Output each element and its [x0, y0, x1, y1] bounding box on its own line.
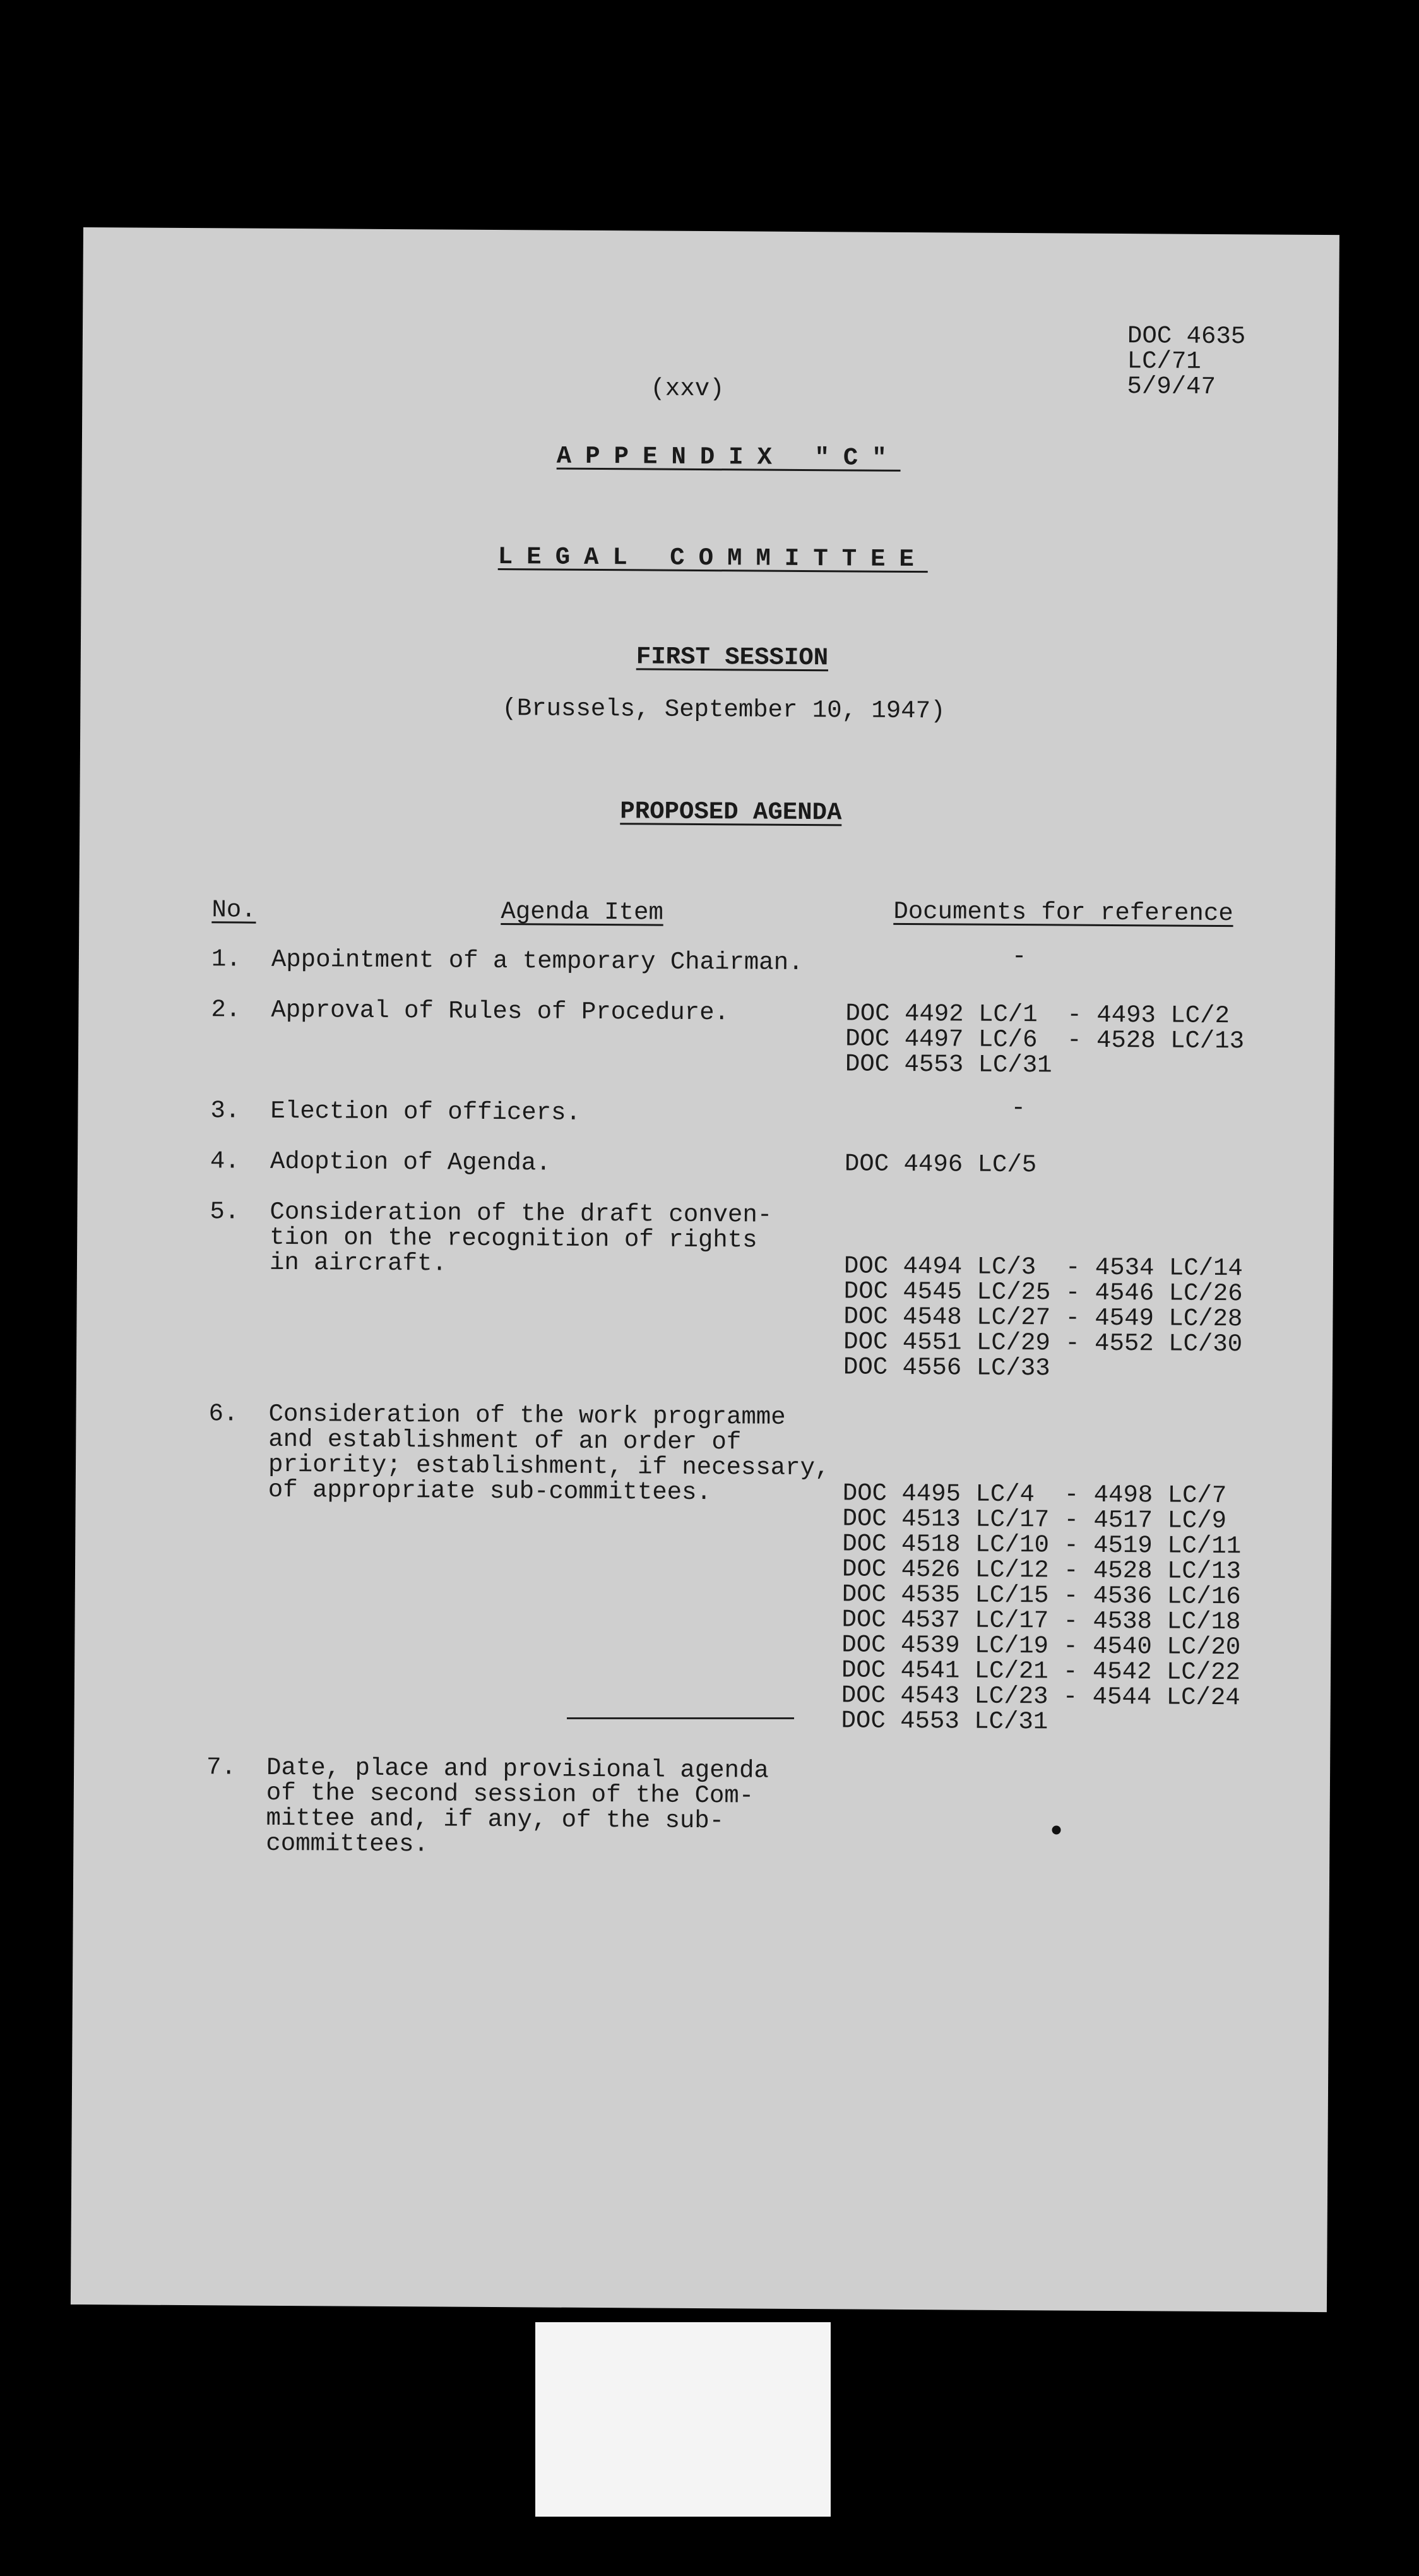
closing-rule	[567, 1717, 794, 1719]
item-doc-ref: DOC 4513 LC/17 - 4517 LC/9	[842, 1505, 1227, 1535]
item-text: Election of officers.	[270, 1097, 581, 1127]
item-doc-ref: DOC 4553 LC/31	[841, 1707, 1048, 1736]
page-number: (xxv)	[650, 374, 725, 403]
item-text: Appointment of a temporary Chairman.	[271, 945, 804, 977]
item-number: 5.	[210, 1198, 240, 1226]
item-number: 3.	[210, 1097, 240, 1125]
item-text: Adoption of Agenda.	[270, 1147, 551, 1178]
item-doc-ref: DOC 4537 LC/17 - 4538 LC/18	[841, 1606, 1241, 1637]
item-text: priority; establishment, if necessary,	[268, 1450, 830, 1482]
item-number: 1.	[211, 945, 241, 974]
appendix-title: APPENDIX "C"	[556, 442, 901, 472]
item-doc-ref: DOC 4548 LC/27 - 4549 LC/28	[843, 1303, 1243, 1333]
item-doc-ref: DOC 4551 LC/29 - 4552 LC/30	[843, 1328, 1243, 1359]
item-doc-ref: DOC 4541 LC/21 - 4542 LC/22	[841, 1656, 1241, 1687]
doc-ref-line-1: DOC 4635	[1127, 322, 1246, 351]
doc-ref-line-2: LC/71	[1127, 347, 1201, 376]
item-text: and establishment of an order of	[268, 1425, 742, 1457]
col-header-no: No.	[211, 896, 256, 924]
item-doc-ref: DOC 4492 LC/1 - 4493 LC/2	[845, 999, 1230, 1030]
doc-ref-line-3: 5/9/47	[1127, 373, 1216, 401]
item-doc-ref: DOC 4539 LC/19 - 4540 LC/20	[841, 1631, 1241, 1662]
item-doc-ref: DOC 4496 LC/5	[844, 1150, 1037, 1179]
item-number: 2.	[211, 996, 241, 1024]
item-doc-ref: DOC 4545 LC/25 - 4546 LC/26	[843, 1277, 1243, 1308]
item-doc-ref: DOC 4526 LC/12 - 4528 LC/13	[841, 1555, 1242, 1586]
item-doc-ref: DOC 4518 LC/10 - 4519 LC/11	[842, 1530, 1242, 1561]
item-doc-ref: DOC 4556 LC/33	[843, 1353, 1050, 1383]
item-number: 6.	[208, 1400, 239, 1428]
item-doc-ref: DOC 4535 LC/15 - 4536 LC/16	[841, 1580, 1241, 1611]
item-text: Approval of Rules of Procedure.	[271, 996, 730, 1027]
item-text: mittee and, if any, of the sub-	[266, 1804, 725, 1835]
item-text: Consideration of the work programme	[268, 1400, 786, 1431]
item-text: Date, place and provisional agenda	[266, 1753, 769, 1785]
ink-speck	[1052, 1825, 1060, 1834]
session-location: (Brussels, September 10, 1947)	[502, 695, 946, 725]
item-doc-ref: DOC 4494 LC/3 - 4534 LC/14	[843, 1252, 1244, 1283]
item-doc-ref: DOC 4497 LC/6 - 4528 LC/13	[845, 1025, 1245, 1056]
item-text: in aircraft.	[269, 1248, 447, 1278]
item-doc-ref: DOC 4495 LC/4 - 4498 LC/7	[842, 1479, 1227, 1510]
item-number: 4.	[210, 1147, 240, 1176]
item-text: of appropriate sub-committees.	[268, 1476, 712, 1507]
item-text: Consideration of the draft conven-	[270, 1198, 773, 1229]
committee-title: LEGAL COMMITTEE	[497, 543, 929, 574]
item-text: committees.	[266, 1829, 429, 1859]
item-number: 7.	[206, 1753, 237, 1782]
item-doc-ref: DOC 4553 LC/31	[845, 1050, 1052, 1080]
col-header-docs: Documents for reference	[893, 897, 1233, 928]
item-doc-ref: DOC 4543 LC/23 - 4544 LC/24	[841, 1681, 1240, 1712]
item-docs-none: -	[1011, 1094, 1026, 1123]
item-docs-none: -	[1011, 943, 1027, 971]
agenda-title: PROPOSED AGENDA	[620, 797, 842, 827]
col-header-item: Agenda Item	[501, 898, 663, 927]
document-page	[71, 227, 1339, 2312]
item-text: of the second session of the Com-	[266, 1779, 754, 1810]
blank-card	[535, 2322, 831, 2517]
item-text: tion on the recognition of rights	[270, 1223, 757, 1255]
session-title: FIRST SESSION	[636, 643, 829, 672]
